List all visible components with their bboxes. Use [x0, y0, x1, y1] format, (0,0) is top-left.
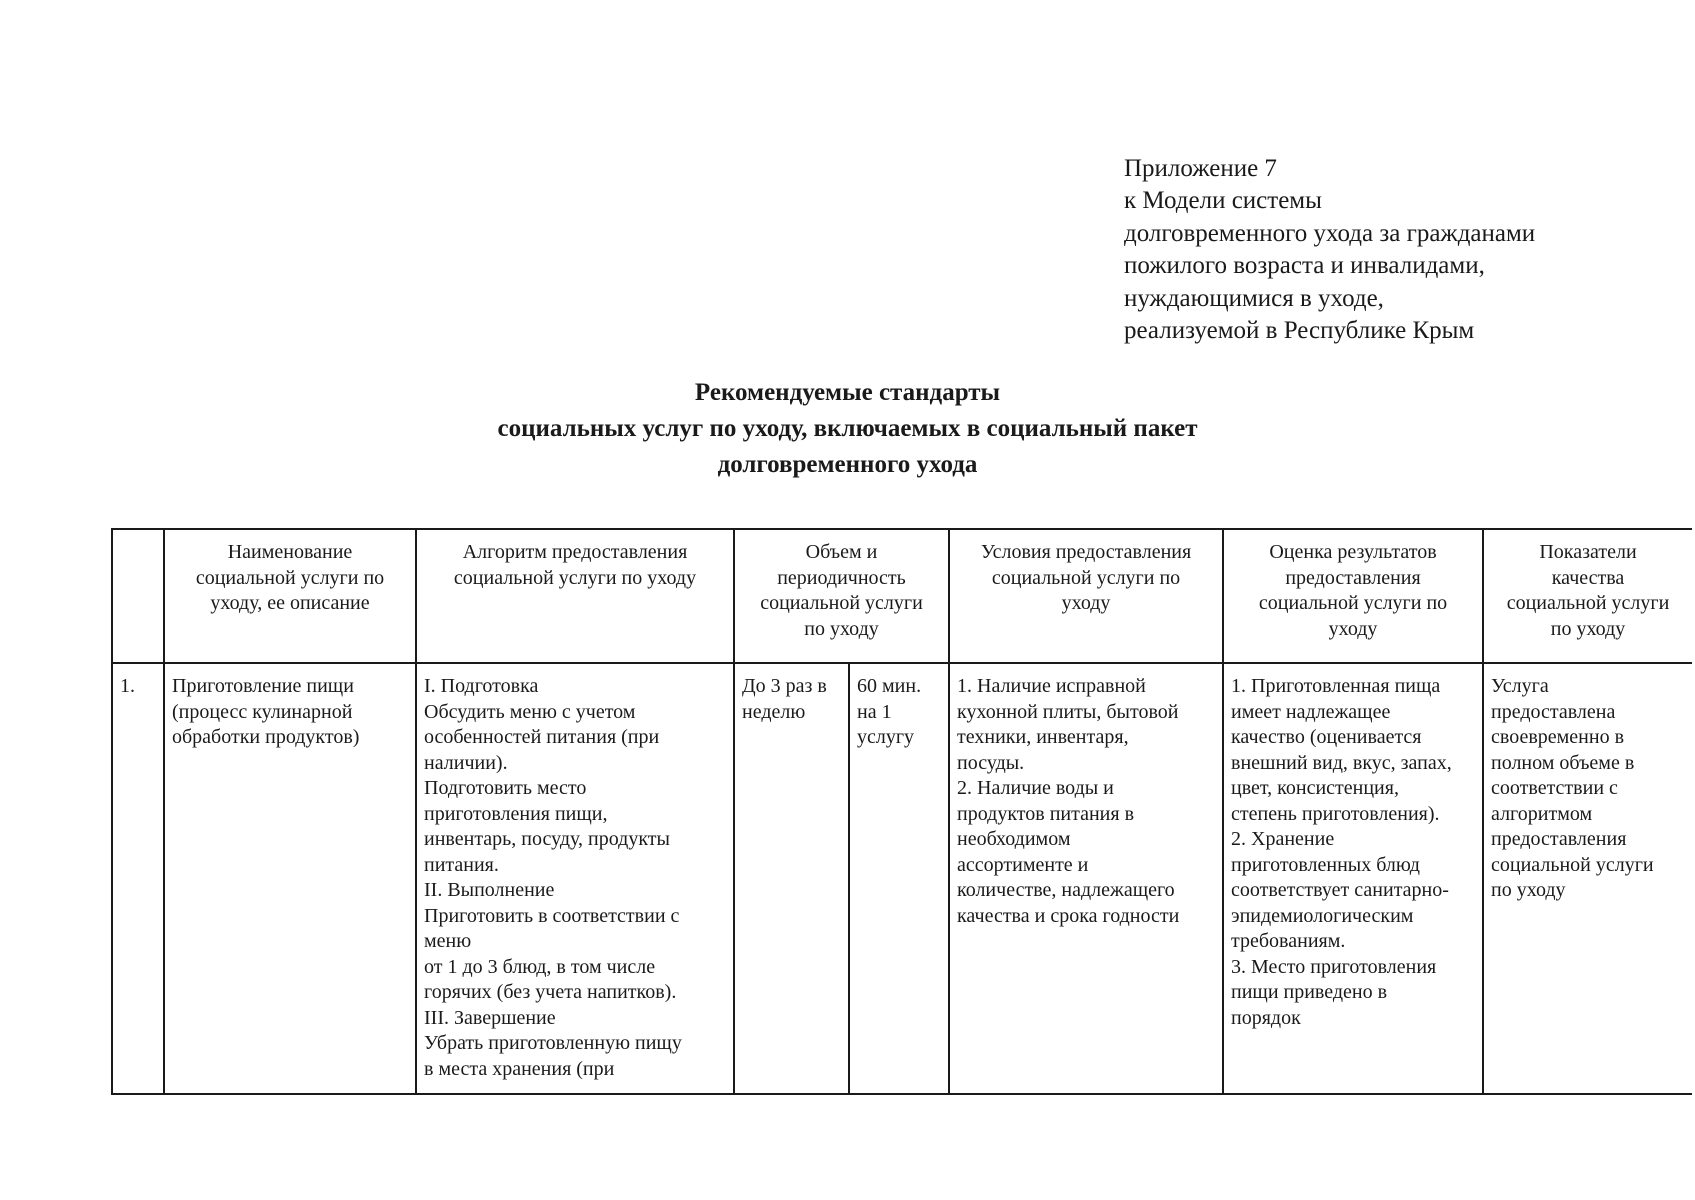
- cell-line: приготовления пищи,: [424, 802, 608, 825]
- cell-line: До 3 раз в: [742, 675, 827, 697]
- cell-line: своевременно в: [1491, 726, 1625, 748]
- appendix-line: нуждающимися в уходе,: [1124, 284, 1384, 312]
- cell-line: качества: [1551, 566, 1625, 589]
- cell-line: требованиям.: [1231, 930, 1346, 952]
- cell-line: посуды.: [957, 751, 1025, 774]
- cell-line: в места хранения (при: [424, 1057, 615, 1080]
- title-line: долговременного ухода: [717, 451, 978, 478]
- cell-line: 1. Приготовленная пища: [1231, 675, 1441, 697]
- cell-line: пищи приведено в: [1231, 981, 1388, 1003]
- standards-table: [111, 528, 1692, 1095]
- cell-line: от 1 до 3 блюд, в том числе: [424, 955, 656, 978]
- cell-line: порядок: [1231, 1006, 1301, 1029]
- duration-cell: [849, 663, 949, 1094]
- cell-line: обработки продуктов): [172, 726, 360, 748]
- cell-line: (процесс кулинарной: [172, 700, 353, 723]
- cell-line: Приготовить в соответствии с: [424, 904, 680, 927]
- cell-line: Подготовить место: [424, 777, 587, 799]
- quality-cell: [1483, 663, 1692, 1094]
- cell-line: имеет надлежащее: [1231, 700, 1391, 723]
- service-name-cell: [164, 663, 416, 1094]
- cell-line: неделю: [742, 700, 806, 723]
- cell-line: цвет, консистенция,: [1231, 777, 1399, 799]
- table-row: [112, 663, 1692, 1094]
- cell-line: II. Выполнение: [424, 879, 555, 901]
- cell-line: алгоритмом: [1491, 802, 1593, 825]
- cell-line: социальной услуги: [1491, 853, 1654, 876]
- header-algorithm: [416, 529, 734, 663]
- cell-line: Убрать приготовленную пищу: [424, 1032, 682, 1054]
- cell-line: периодичность: [777, 566, 906, 589]
- header-number: [112, 529, 164, 663]
- cell-line: 2. Хранение: [1231, 828, 1335, 850]
- header-volume-frequency: [734, 529, 949, 663]
- table-header-row: [112, 529, 1692, 663]
- cell-line: меню: [424, 930, 472, 952]
- cell-line: Алгоритм предоставления: [462, 541, 688, 563]
- cell-line: наличии).: [424, 751, 508, 774]
- cell-line: степень приготовления).: [1231, 802, 1440, 825]
- cell-line: инвентарь, посуду, продукты: [424, 828, 670, 850]
- cell-line: Условия предоставления: [980, 541, 1192, 563]
- cell-line: необходимом: [957, 828, 1071, 850]
- cell-line: III. Завершение: [424, 1006, 556, 1029]
- row-number: [112, 663, 164, 1094]
- algorithm-cell: [416, 663, 734, 1094]
- appendix-line: реализуемой в Республике Крым: [1124, 317, 1475, 345]
- cell-line: эпидемиологическим: [1231, 904, 1414, 927]
- appendix-line: пожилого возраста и инвалидами,: [1124, 252, 1485, 280]
- cell-line: Приготовление пищи: [172, 675, 354, 697]
- cell-line: Оценка результатов: [1269, 541, 1437, 563]
- cell-line: по уходу: [1491, 879, 1566, 901]
- cell-line: качество (оценивается: [1231, 726, 1422, 748]
- appendix-line: долговременного ухода за гражданами: [1124, 219, 1536, 247]
- cell-line: Показатели: [1539, 541, 1637, 563]
- cell-line: Обсудить меню с учетом: [424, 700, 636, 723]
- cell-line: по уходу: [804, 617, 879, 640]
- cell-line: качества и срока годности: [957, 904, 1180, 927]
- cell-line: техники, инвентаря,: [957, 726, 1129, 748]
- appendix-line: к Модели системы: [1124, 187, 1322, 215]
- cell-line: питания.: [424, 853, 499, 876]
- cell-line: социальной услуги по уходу: [453, 566, 697, 589]
- cell-line: предоставлена: [1491, 700, 1616, 723]
- cell-line: услугу: [857, 726, 915, 748]
- cell-line: особенностей питания (при: [424, 726, 660, 748]
- cell-line: 2. Наличие воды и: [957, 777, 1114, 799]
- appendix-reference: [1124, 153, 1535, 347]
- cell-line: 1. Наличие исправной: [957, 675, 1146, 697]
- cell-line: Объем и: [805, 541, 878, 563]
- header-quality-indicators: [1483, 529, 1692, 663]
- cell-line: по уходу: [1550, 617, 1626, 640]
- cell-line: социальной услуги по: [195, 566, 385, 589]
- cell-line: соответствии с: [1491, 777, 1618, 799]
- appendix-line: Приложение 7: [1124, 155, 1277, 182]
- cell-line: уходу, ее описание: [210, 592, 370, 614]
- cell-line: Услуга: [1491, 675, 1549, 697]
- cell-line: соответствует санитарно-: [1231, 879, 1449, 901]
- cell-line: предоставления: [1491, 828, 1627, 850]
- cell-line: Наименование: [227, 541, 353, 563]
- cell-line: уходу: [1061, 592, 1111, 614]
- cell-line: социальной услуги по: [1258, 592, 1448, 614]
- header-conditions: [949, 529, 1223, 663]
- cell-line: приготовленных блюд: [1231, 853, 1420, 876]
- frequency-cell: [734, 663, 849, 1094]
- cell-line: предоставления: [1285, 566, 1421, 589]
- cell-line: 1.: [120, 675, 135, 697]
- cell-line: ассортименте и: [957, 853, 1089, 876]
- cell-line: уходу: [1328, 617, 1378, 640]
- evaluation-cell: [1223, 663, 1483, 1094]
- header-service-name: [164, 529, 416, 663]
- cell-line: 60 мин.: [857, 675, 922, 697]
- cell-line: кухонной плиты, бытовой: [957, 700, 1179, 723]
- cell-line: количестве, надлежащего: [957, 879, 1175, 901]
- cell-line: горячих (без учета напитков).: [424, 981, 677, 1003]
- cell-line: I. Подготовка: [424, 675, 539, 697]
- conditions-cell: [949, 663, 1223, 1094]
- cell-line: 3. Место приготовления: [1231, 955, 1437, 978]
- title-line: Рекомендуемые стандарты: [694, 379, 1001, 406]
- cell-line: продуктов питания в: [957, 802, 1135, 825]
- cell-line: социальной услуги: [1506, 592, 1670, 614]
- title-line: социальных услуг по уходу, включаемых в социальный пакет: [497, 415, 1198, 442]
- cell-line: на 1: [857, 700, 892, 723]
- cell-line: полном объеме в: [1491, 751, 1635, 774]
- header-evaluation: [1223, 529, 1483, 663]
- cell-line: внешний вид, вкус, запах,: [1231, 751, 1452, 774]
- document-title: [0, 375, 1695, 483]
- cell-line: социальной услуги: [760, 592, 923, 614]
- cell-line: социальной услуги по: [991, 566, 1181, 589]
